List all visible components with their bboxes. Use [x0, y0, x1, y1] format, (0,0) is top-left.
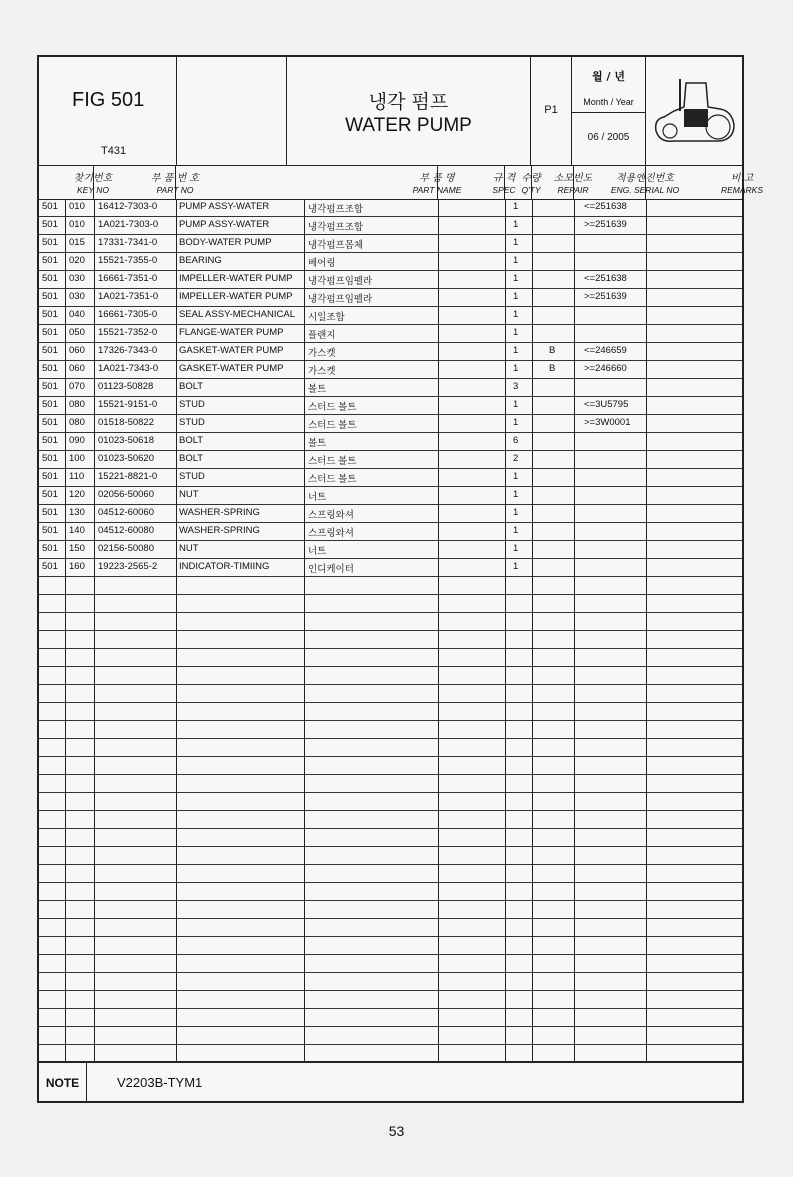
cell-name-ko: 플랜지: [308, 330, 336, 341]
cell-name-en: BOLT: [179, 453, 204, 464]
cell-key: 130: [69, 507, 85, 518]
note-value: V2203B-TYM1: [117, 1075, 203, 1090]
cell-name-en: GASKET-WATER PUMP: [179, 345, 284, 356]
cell-part-no: 15521-7352-0: [98, 327, 158, 338]
cell-name-ko: 스터드 볼트: [308, 402, 357, 413]
cell-name-ko: 볼트: [308, 438, 327, 449]
cell-qty: 1: [513, 543, 519, 554]
cell-fig: 501: [42, 291, 58, 302]
cell-key: 110: [69, 471, 85, 482]
cell-key: 120: [69, 489, 85, 500]
cell-name-en: NUT: [179, 489, 199, 500]
column-headers: [39, 166, 764, 200]
table-row: [39, 721, 742, 739]
title-english: WATER PUMP: [345, 115, 472, 136]
col-serial: 적용엔진번호 ENG. SERIAL NO: [574, 166, 646, 199]
table-row: [39, 703, 742, 721]
cell-serial: <=251638: [584, 273, 627, 284]
page-cell: [531, 57, 572, 165]
table-row: [39, 883, 742, 901]
table-row: [39, 577, 742, 595]
cell-qty: 1: [513, 327, 519, 338]
table-row: [39, 847, 742, 865]
cell-fig: 501: [42, 237, 58, 248]
cell-name-ko: 냉각펌프조합: [308, 222, 364, 233]
table-row: [39, 1045, 742, 1061]
page-number: 53: [388, 1123, 405, 1139]
cell-part-no: 1A021-7343-0: [98, 363, 159, 374]
cell-name-en: PUMP ASSY-WATER: [179, 201, 270, 212]
col-remarks: 비 고 REMARKS: [720, 173, 764, 195]
table-row: [39, 397, 742, 415]
cell-serial: <=3U5795: [584, 399, 629, 410]
cell-name-ko: 스프링와셔: [308, 528, 354, 539]
cell-qty: 1: [513, 561, 519, 572]
table-row: [39, 523, 742, 541]
cell-qty: 1: [513, 489, 519, 500]
table-row: [39, 487, 742, 505]
cell-name-ko: 볼트: [308, 384, 327, 395]
cell-fig: 501: [42, 399, 58, 410]
cell-part-no: 04512-60060: [98, 507, 154, 518]
table-row: [39, 289, 742, 307]
table-row: [39, 505, 742, 523]
cell-fig: 501: [42, 525, 58, 536]
cell-key: 050: [69, 327, 85, 338]
cell-key: 010: [69, 201, 85, 212]
cell-part-no: 16661-7305-0: [98, 309, 158, 320]
cell-qty: 2: [513, 453, 519, 464]
cell-name-en: NUT: [179, 543, 199, 554]
table-row: [39, 451, 742, 469]
cell-part-no: 1A021-7303-0: [98, 219, 159, 230]
cell-name-ko: 스터드 볼트: [308, 420, 357, 431]
table-row: [39, 811, 742, 829]
table-row: [39, 937, 742, 955]
cell-fig: 501: [42, 507, 58, 518]
col-repair: 소모빈도 REPAIR: [532, 166, 574, 199]
col-part-no: 부 품 번 호 PART NO: [94, 166, 176, 199]
table-row: [39, 919, 742, 937]
cell-serial: >=246660: [584, 363, 627, 374]
issue-date: 06 / 2005: [587, 132, 630, 143]
cell-fig: 501: [42, 219, 58, 230]
table-row: [39, 973, 742, 991]
fig-cell: [39, 57, 177, 165]
cell-part-no: 15521-7355-0: [98, 255, 158, 266]
cell-qty: 1: [513, 219, 519, 230]
table-row: [39, 829, 742, 847]
cell-qty: 1: [513, 525, 519, 536]
cell-key: 140: [69, 525, 85, 536]
cell-fig: 501: [42, 417, 58, 428]
cell-name-en: BOLT: [179, 381, 204, 392]
parts-table: [39, 199, 742, 1061]
table-row: [39, 541, 742, 559]
cell-name-en: PUMP ASSY-WATER: [179, 219, 270, 230]
cell-qty: 1: [513, 363, 519, 374]
table-row: [39, 559, 742, 577]
cell-name-ko: 너트: [308, 492, 327, 503]
col-part-name: 부 품 명 PART NAME: [176, 166, 438, 199]
cell-fig: 501: [42, 255, 58, 266]
cell-name-en: WASHER-SPRING: [179, 525, 260, 536]
cell-qty: 3: [513, 381, 519, 392]
table-row: [39, 361, 742, 379]
cell-fig: 501: [42, 381, 58, 392]
cell-fig: 501: [42, 471, 58, 482]
table-row: [39, 649, 742, 667]
cell-fig: 501: [42, 435, 58, 446]
table-row: [39, 1027, 742, 1045]
table-row: [39, 415, 742, 433]
cell-part-no: 19223-2565-2: [98, 561, 158, 572]
cell-key: 015: [69, 237, 85, 248]
cell-key: 030: [69, 291, 85, 302]
table-row: [39, 469, 742, 487]
table-row: [39, 613, 742, 631]
cell-fig: 501: [42, 489, 58, 500]
cell-key: 060: [69, 345, 85, 356]
cell-name-en: STUD: [179, 417, 205, 428]
cell-fig: 501: [42, 561, 58, 572]
cell-key: 010: [69, 219, 85, 230]
table-row: [39, 739, 742, 757]
cell-fig: 501: [42, 345, 58, 356]
model-code: T431: [101, 145, 127, 157]
cell-qty: 1: [513, 417, 519, 428]
cell-name-en: BEARING: [179, 255, 222, 266]
table-row: [39, 1009, 742, 1027]
cell-name-ko: 가스켓: [308, 348, 336, 359]
title-korean: 냉각 펌프: [368, 91, 449, 113]
cell-fig: 501: [42, 543, 58, 554]
cell-key: 090: [69, 435, 85, 446]
table-row: [39, 199, 742, 217]
cell-repair: B: [549, 345, 556, 356]
cell-qty: 1: [513, 273, 519, 284]
table-row: [39, 379, 742, 397]
cell-name-ko: 스프링와셔: [308, 510, 354, 521]
col-key-no: 찾기번호 KEY NO: [39, 166, 94, 199]
table-row: [39, 433, 742, 451]
cell-name-en: SEAL ASSY-MECHANICAL: [179, 309, 295, 320]
cell-name-ko: 냉각펌프임펠라: [308, 276, 373, 287]
cell-name-ko: 스터드 볼트: [308, 456, 357, 467]
cell-qty: 1: [513, 507, 519, 518]
cell-fig: 501: [42, 363, 58, 374]
table-row: [39, 685, 742, 703]
cell-name-en: BODY-WATER PUMP: [179, 237, 272, 248]
table-row: [39, 865, 742, 883]
fig-number: FIG 501: [72, 89, 145, 111]
cell-name-en: FLANGE-WATER PUMP: [179, 327, 284, 338]
cell-name-ko: 시일조합: [308, 312, 345, 323]
tractor-icon: [646, 57, 742, 165]
cell-key: 080: [69, 399, 85, 410]
cell-serial: >=251639: [584, 219, 627, 230]
cell-key: 020: [69, 255, 85, 266]
table-row: [39, 631, 742, 649]
table-row: [39, 757, 742, 775]
cell-part-no: 15221-8821-0: [98, 471, 158, 482]
cell-name-ko: 냉각펌프몸체: [308, 240, 364, 251]
cell-key: 070: [69, 381, 85, 392]
cell-part-no: 1A021-7351-0: [98, 291, 159, 302]
parts-sheet: [37, 55, 764, 1103]
cell-fig: 501: [42, 309, 58, 320]
table-row: [39, 955, 742, 973]
cell-name-ko: 너트: [308, 546, 327, 557]
cell-name-ko: 냉각펌프임펠라: [308, 294, 373, 305]
cell-qty: 1: [513, 345, 519, 356]
cell-repair: B: [549, 363, 556, 374]
table-row: [39, 343, 742, 361]
cell-name-en: INDICATOR-TIMIING: [179, 561, 270, 572]
cell-key: 030: [69, 273, 85, 284]
table-row: [39, 235, 742, 253]
cell-name-en: IMPELLER-WATER PUMP: [179, 291, 293, 302]
cell-name-ko: 가스켓: [308, 366, 336, 377]
cell-part-no: 01023-50618: [98, 435, 154, 446]
cell-fig: 501: [42, 453, 58, 464]
cell-part-no: 01518-50822: [98, 417, 154, 428]
cell-name-ko: 인디케이터: [308, 564, 354, 575]
cell-qty: 1: [513, 399, 519, 410]
cell-key: 100: [69, 453, 85, 464]
title-cell: [287, 57, 531, 165]
cell-qty: 1: [513, 255, 519, 266]
cell-key: 080: [69, 417, 85, 428]
cell-serial: <=246659: [584, 345, 627, 356]
cell-fig: 501: [42, 327, 58, 338]
cell-part-no: 02056-50060: [98, 489, 154, 500]
cell-part-no: 04512-60080: [98, 525, 154, 536]
cell-key: 040: [69, 309, 85, 320]
cell-name-en: IMPELLER-WATER PUMP: [179, 273, 293, 284]
cell-key: 150: [69, 543, 85, 554]
cell-part-no: 01123-50828: [98, 381, 154, 392]
month-year-english: Month / Year: [583, 97, 634, 107]
cell-name-en: BOLT: [179, 435, 204, 446]
cell-serial: >=3W0001: [584, 417, 631, 428]
table-row: [39, 307, 742, 325]
table-row: [39, 325, 742, 343]
cell-name-en: STUD: [179, 471, 205, 482]
table-row: [39, 271, 742, 289]
cell-qty: 1: [513, 471, 519, 482]
page-label: P1: [544, 104, 558, 116]
cell-part-no: 02156-50080: [98, 543, 154, 554]
table-row: [39, 793, 742, 811]
cell-fig: 501: [42, 201, 58, 212]
cell-serial: <=251638: [584, 201, 627, 212]
cell-qty: 1: [513, 237, 519, 248]
sheet-header: [39, 57, 742, 166]
cell-name-en: GASKET-WATER PUMP: [179, 363, 284, 374]
cell-qty: 1: [513, 291, 519, 302]
blank-cell: [177, 57, 287, 165]
table-row: [39, 253, 742, 271]
table-row: [39, 595, 742, 613]
cell-key: 060: [69, 363, 85, 374]
date-cell: [572, 57, 646, 165]
table-row: [39, 217, 742, 235]
cell-name-ko: 냉각펌프조합: [308, 204, 364, 215]
cell-part-no: 17331-7341-0: [98, 237, 158, 248]
month-year-korean: 월 / 년: [592, 70, 625, 83]
cell-name-ko: 스터드 볼트: [308, 474, 357, 485]
cell-qty: 1: [513, 309, 519, 320]
note-label: NOTE: [39, 1063, 87, 1103]
cell-fig: 501: [42, 273, 58, 284]
cell-part-no: 17326-7343-0: [98, 345, 158, 356]
cell-qty: 1: [513, 201, 519, 212]
cell-name-en: WASHER-SPRING: [179, 507, 260, 518]
table-row: [39, 667, 742, 685]
col-spec: 규 격 SPEC: [438, 166, 505, 199]
cell-serial: >=251639: [584, 291, 627, 302]
cell-key: 160: [69, 561, 85, 572]
cell-part-no: 15521-9151-0: [98, 399, 158, 410]
cell-qty: 6: [513, 435, 519, 446]
cell-part-no: 16661-7351-0: [98, 273, 158, 284]
note-row: [39, 1061, 742, 1103]
col-qty: 수량 Q'TY: [505, 166, 532, 199]
table-row: [39, 991, 742, 1009]
cell-name-ko: 베어링: [308, 258, 336, 269]
table-row: [39, 901, 742, 919]
cell-part-no: 01023-50620: [98, 453, 154, 464]
table-row: [39, 775, 742, 793]
cell-name-en: STUD: [179, 399, 205, 410]
cell-part-no: 16412-7303-0: [98, 201, 158, 212]
